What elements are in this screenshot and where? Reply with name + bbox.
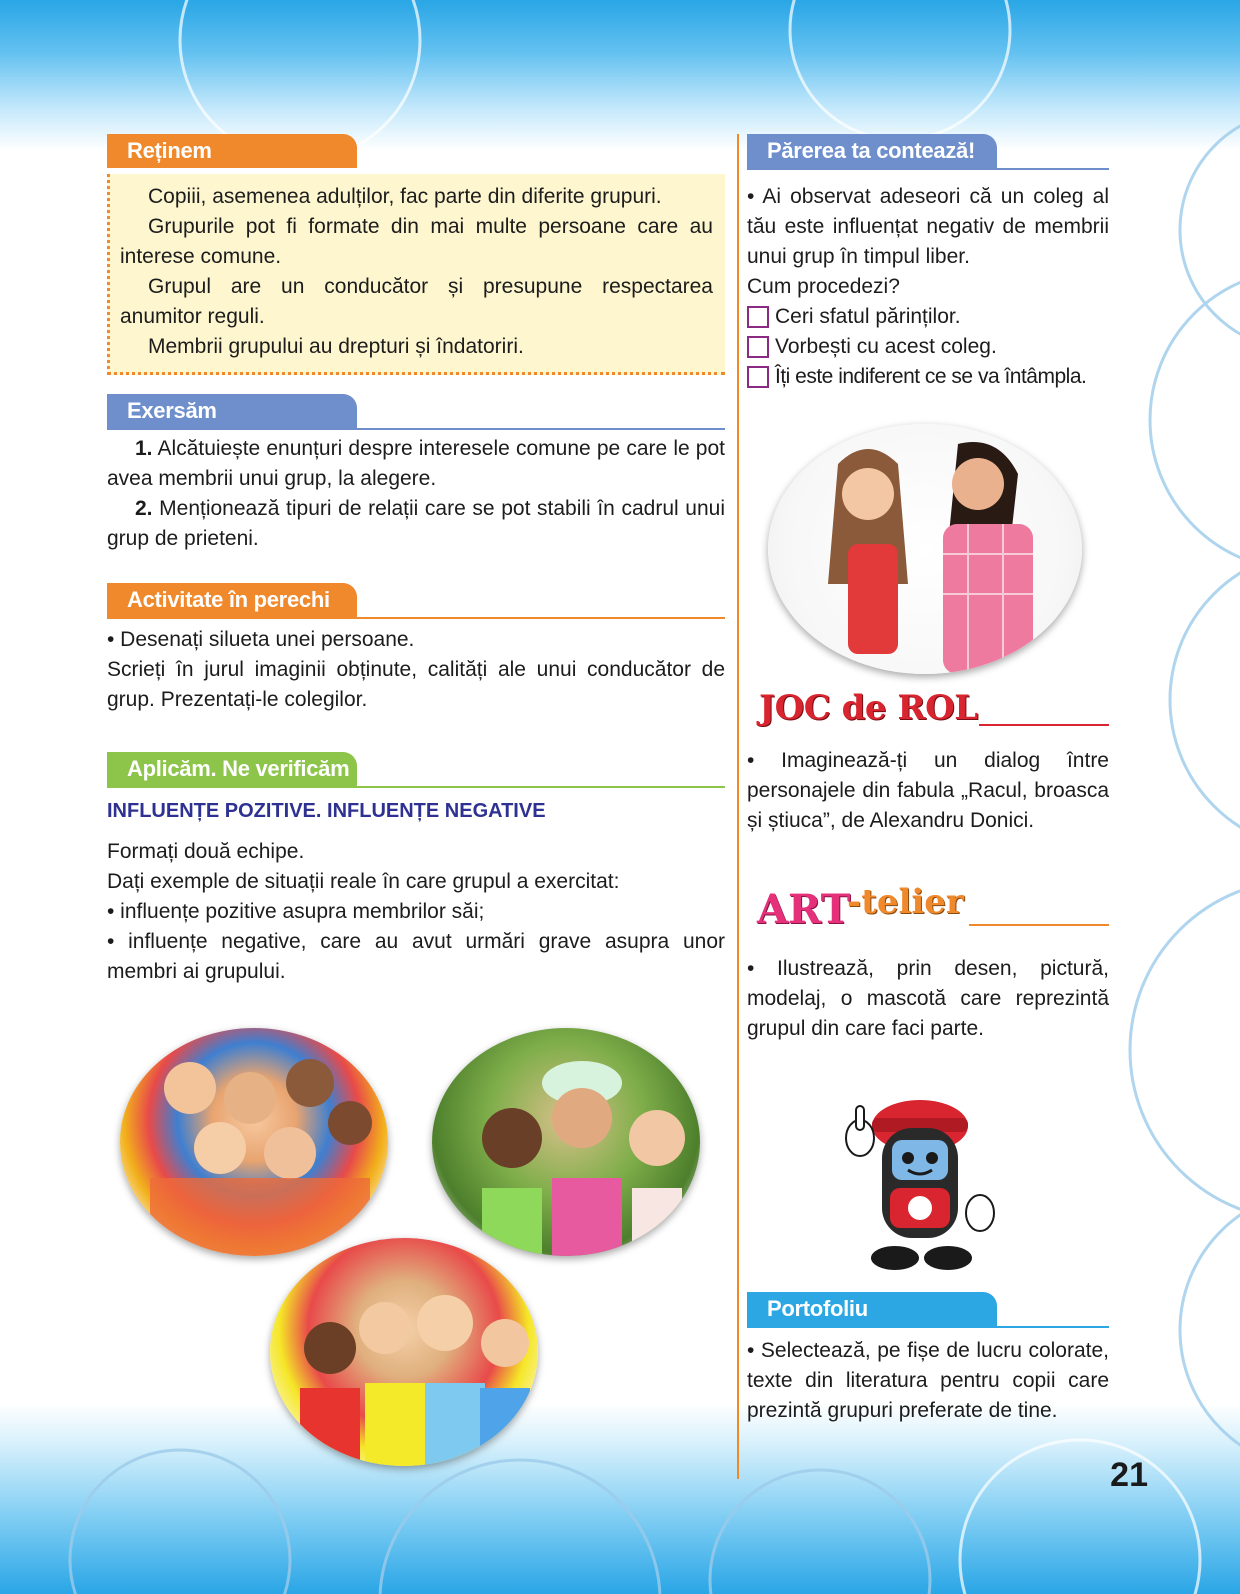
art-section: [747, 882, 1109, 1044]
exersam-rule: [107, 428, 725, 430]
option-1[interactable]: [747, 302, 1109, 332]
retinem-header: [107, 134, 725, 168]
children-group-photo-1: [120, 1028, 388, 1256]
art-title-a: ART: [757, 886, 851, 933]
aplicam-section: [107, 752, 725, 987]
exersam-item-1-text: Alcătuiește enunțuri despre interesele comune pe care le pot avea membrii unui grup, la alegere.: [107, 437, 725, 490]
joc-title: JOC de ROL: [759, 688, 978, 728]
parerea-title: Părerea ta contează!: [747, 134, 997, 168]
girls-friends-drawing: [432, 1028, 700, 1256]
bottom-banner-background: [0, 1404, 1240, 1594]
aplicam-bullet-2: • influențe negative, care au avut urmări grave asupra unor membri ai grupului.: [107, 930, 725, 983]
exersam-section: [107, 394, 725, 554]
joc-section: [747, 688, 1109, 836]
option-2-label: Vorbești cu acest coleg.: [775, 335, 997, 358]
parerea-question: • Ai observat adeseori că un coleg al tău este influențat negativ de membrii unui grup în timpul liber.: [747, 185, 1109, 268]
exersam-item-1: [107, 434, 725, 494]
option-3-label: Îți este indiferent ce se va întâmpla.: [775, 365, 1087, 388]
aplicam-header: [107, 752, 725, 786]
parerea-rule: [747, 168, 1109, 170]
retinem-box: [107, 174, 725, 375]
parerea-ask: Cum procedezi?: [747, 275, 900, 298]
exersam-item-2-number: 2.: [135, 497, 153, 520]
girl-and-woman-drawing: [768, 424, 1082, 674]
joc-header: [747, 688, 1109, 738]
retinem-section: [107, 134, 725, 375]
art-title-b: -telier: [847, 882, 964, 922]
perechi-line-2: Scrieți în jurul imaginii obținute, calități ale unui conducător de grup. Prezentați-le colegilor.: [107, 658, 725, 711]
option-3-checkbox[interactable]: [747, 366, 769, 388]
children-group-photo-2: [270, 1238, 538, 1466]
art-header: [747, 882, 1109, 940]
perechi-header: [107, 583, 725, 617]
exersam-item-2: [107, 494, 725, 554]
exersam-title: Exersăm: [107, 394, 357, 428]
retinem-line-2: Grupurile pot fi formate din mai multe persoane care au interese comune.: [120, 215, 713, 268]
aplicam-title: Aplicăm. Ne verificăm: [107, 752, 357, 786]
aplicam-bullet-1: • influențe pozitive asupra membrilor săi;: [107, 900, 485, 923]
children-group-drawing-1: [120, 1028, 388, 1256]
aplicam-subtitle: INFLUENȚE POZITIVE. INFLUENȚE NEGATIVE: [107, 800, 546, 822]
portofoliu-section: [747, 1292, 1109, 1426]
children-group-drawing-2: [270, 1238, 538, 1466]
option-1-label: Ceri sfatul părinților.: [775, 305, 961, 328]
parerea-section: [747, 134, 1109, 392]
portofoliu-title: Portofoliu: [747, 1292, 997, 1326]
top-banner-background: [0, 0, 1240, 150]
mascot-drawing: [830, 1088, 1000, 1278]
exersam-header: [107, 394, 725, 428]
joc-text: • Imaginează-ți un dialog între personajele din fabula „Racul, broasca și știuca”, de Alexandru Donici.: [747, 749, 1109, 832]
exersam-item-2-text: Menționează tipuri de relații care se pot stabili în cadrul unui grup de prieteni.: [107, 497, 725, 550]
retinem-line-4: Membrii grupului au drepturi și îndatoriri.: [148, 335, 524, 358]
aplicam-line-1: Formați două echipe.: [107, 840, 305, 863]
portofoliu-text: • Selectează, pe fișe de lucru colorate, texte din literatura pentru copii care prezintă grupuri preferate de tine.: [747, 1339, 1109, 1422]
joc-rule: [979, 724, 1109, 726]
art-text: • Ilustrează, prin desen, pictură, modelaj, o mascotă care reprezintă grupul din care faci parte.: [747, 957, 1109, 1040]
aplicam-rule: [107, 786, 725, 788]
option-3[interactable]: [747, 362, 1109, 392]
portofoliu-rule: [747, 1326, 1109, 1328]
page-number: 21: [1110, 1456, 1148, 1494]
parerea-header: [747, 134, 1109, 168]
perechi-title: Activitate în perechi: [107, 583, 357, 617]
mascot-illustration: [830, 1088, 1000, 1278]
perechi-line-1: • Desenați silueta unei persoane.: [107, 628, 415, 651]
exersam-item-1-number: 1.: [135, 437, 153, 460]
retinem-line-3: Grupul are un conducător și presupune respectarea anumitor reguli.: [120, 275, 713, 328]
retinem-title: Reținem: [107, 134, 357, 168]
option-2-checkbox[interactable]: [747, 336, 769, 358]
option-2[interactable]: [747, 332, 1109, 362]
portofoliu-header: [747, 1292, 1109, 1326]
art-rule: [969, 924, 1109, 926]
option-1-checkbox[interactable]: [747, 306, 769, 328]
girls-friends-photo: [432, 1028, 700, 1256]
girl-and-woman-photo: [768, 424, 1082, 674]
retinem-line-1: Copiii, asemenea adulților, fac parte din diferite grupuri.: [148, 185, 662, 208]
aplicam-line-2: Dați exemple de situații reale în care grupul a exercitat:: [107, 870, 620, 893]
perechi-rule: [107, 617, 725, 619]
column-divider: [737, 134, 739, 1479]
perechi-section: [107, 583, 725, 715]
